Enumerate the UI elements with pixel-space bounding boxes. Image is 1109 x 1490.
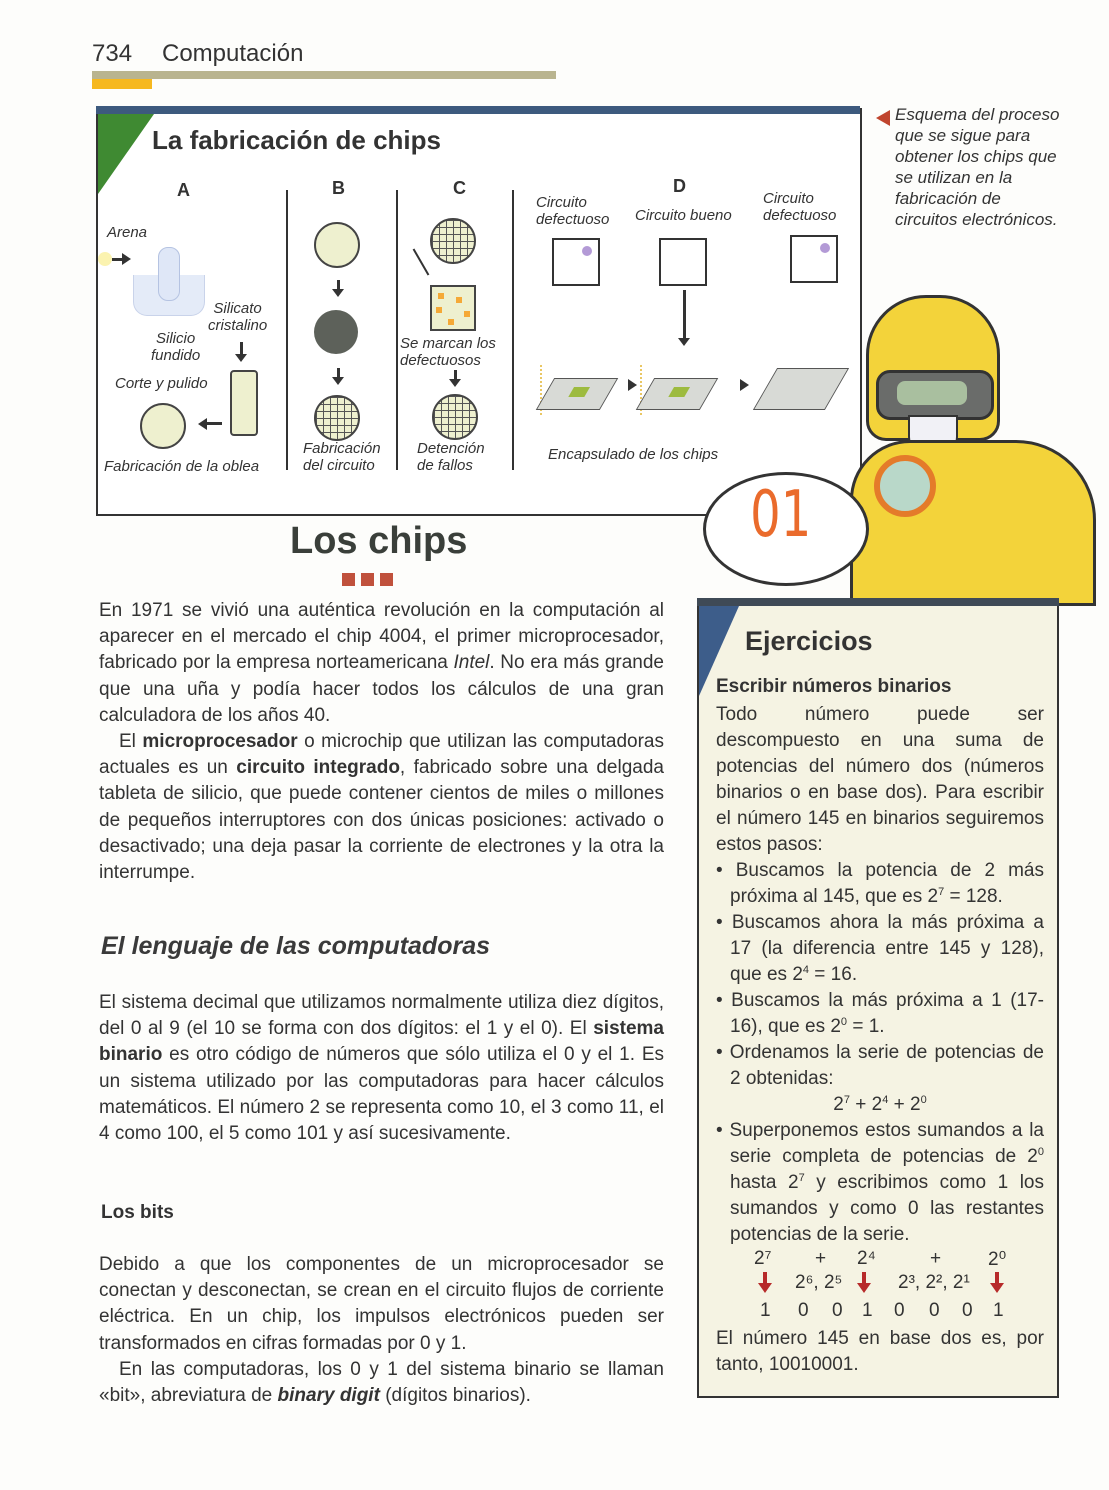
magnified-die-icon <box>430 285 476 331</box>
defective-circuit-square <box>552 238 600 286</box>
label-line: cristalino <box>208 317 268 334</box>
arrow-right-icon <box>112 258 122 261</box>
paragraph <box>99 990 664 1147</box>
text: En 1971 se vivió una auténtica revolución en la computación al aparecer en el mercado el chip 4004, el primer microprocesador, fabricado por la empresa norteamericana <box>99 600 664 674</box>
exercise-step <box>716 988 1044 1040</box>
exercise-conclusion: El número 145 en base dos es, por tanto, 10010001. <box>716 1328 1044 1375</box>
binary-digit: 0 <box>832 1300 843 1321</box>
column-letter-d: D <box>673 176 686 196</box>
label-arena: Arena <box>107 224 148 241</box>
text: (dígitos binarios). <box>379 1385 531 1407</box>
title-ornament <box>380 573 393 586</box>
arrow-down-icon <box>454 370 457 379</box>
arrow-down-icon <box>235 354 247 362</box>
binary-digit: 0 <box>962 1300 973 1321</box>
lenguaje-body-text <box>99 990 664 1147</box>
red-arrow-down-icon <box>990 1283 1004 1293</box>
binary-digit: 1 <box>993 1300 1004 1321</box>
exponent: 4 <box>802 964 810 976</box>
label-silicato-cristalino <box>208 300 267 334</box>
label-line: defectuoso <box>536 211 610 228</box>
figure-title: La fabricación de chips <box>152 125 441 155</box>
text: = 16. <box>809 964 858 985</box>
magnifying-glass-icon <box>874 455 936 517</box>
arrow-left-icon <box>207 422 222 425</box>
text: = 1. <box>847 1016 885 1037</box>
label-se-marcan <box>400 335 496 369</box>
binary-digit: 0 <box>894 1300 905 1321</box>
exercises-subtitle: Escribir números binarios <box>716 676 952 697</box>
exponent: 4 <box>882 1094 889 1106</box>
red-arrow-down-icon <box>857 1283 871 1293</box>
goggles-icon <box>876 370 994 420</box>
table-top-term: 2⁷ <box>754 1248 772 1269</box>
exercises-title: Ejercicios <box>745 626 873 656</box>
plus: + <box>849 1094 872 1115</box>
label-line: defectuoso <box>763 207 837 224</box>
table-plus: + <box>930 1248 942 1269</box>
binary-digit: 1 <box>760 1300 771 1321</box>
figure-corner-triangle <box>98 114 154 194</box>
main-title: Los chips <box>290 520 468 562</box>
label-line: defectuosos <box>400 352 481 369</box>
text: • Buscamos la más próxima a 1 (17-16), que es 2 <box>716 990 1044 1037</box>
exponent: 0 <box>920 1094 927 1106</box>
table-middle-terms: 2³, 2², 2¹ <box>898 1272 970 1293</box>
column-divider <box>286 190 288 470</box>
crystal-ingot-icon <box>230 370 258 436</box>
label-line: Fabricación <box>303 440 381 457</box>
wafer-icon <box>140 403 186 449</box>
exponent: 7 <box>843 1094 850 1106</box>
text: es otro código de números que sólo utiliza el 0 y el 1. Es un sistema utilizado por las computadoras para hacer cálculos matemáticos. El número 2 se representa como 10, el 3 como 11, el 4 como 100, el 5 como 101 y así sucesivamente. <box>99 1044 664 1145</box>
table-plus: + <box>815 1248 827 1269</box>
exercise-step <box>716 858 1044 910</box>
text: En las computadoras, los 0 y 1 del sistema binario se llaman «bit», abreviatura de <box>99 1358 664 1407</box>
label-circuito-bueno: Circuito bueno <box>635 207 732 224</box>
base: 2 <box>833 1094 844 1115</box>
label-line: fundido <box>151 347 201 364</box>
blank-wafer-icon <box>314 222 360 268</box>
term-circuito-integrado: circuito integrado <box>236 757 400 779</box>
column-letter-b: B <box>332 178 345 198</box>
circuit-wafer-icon <box>314 395 360 441</box>
table-middle-terms: 2⁶, 2⁵ <box>795 1272 843 1293</box>
base: 2 <box>871 1094 883 1115</box>
exponent: 0 <box>840 1016 848 1028</box>
exercise-step <box>716 910 1044 988</box>
binary-digit: 1 <box>862 1300 873 1321</box>
text: , fabricado sobre una delgada tableta de silicio, que puede contener cientos de miles o millones de pequeños interruptores con dos únicas posiciones: activado o desactivado; una deja pasar la corriente de electrones y la otra la interrumpe. <box>99 757 664 884</box>
exercise-step <box>716 1118 1044 1248</box>
sand-icon <box>98 252 112 266</box>
arrow-left-icon <box>198 418 207 430</box>
title-ornament <box>361 573 374 586</box>
power-series <box>716 1092 1044 1118</box>
defect-dot <box>820 243 830 253</box>
table-top-term: 2⁴ <box>857 1248 876 1269</box>
paragraph <box>99 1357 664 1409</box>
arrow-right-icon <box>122 253 131 265</box>
label-line: Circuito <box>763 190 814 207</box>
section-title-lenguaje: El lenguaje de las computadoras <box>101 932 491 960</box>
label-line: de fallos <box>417 457 473 474</box>
term-binary-digit: binary digit <box>277 1385 380 1407</box>
silicon-rod-icon <box>158 247 180 301</box>
good-circuit-square <box>659 238 707 286</box>
header-rule <box>92 71 556 79</box>
tested-wafer-icon <box>432 394 478 440</box>
table-top-term: 2⁰ <box>988 1249 1007 1270</box>
column-divider <box>512 190 514 470</box>
text: = 128. <box>944 886 1003 907</box>
paragraph: Debido a que los componentes de un microprocesador se conectan y desconectan, se crean en el circuito flujos de corriente eléctrica. En un chip, los impulsos electrónicos pueden ser transformados en cifras formadas por 0 y 1. <box>99 1254 664 1354</box>
section-title-bits: Los bits <box>101 1202 174 1223</box>
label-corte-pulido: Corte y pulido <box>115 375 208 392</box>
term-microprocesador: microprocesador <box>142 731 298 753</box>
label-line: Silicato <box>213 300 262 317</box>
arrow-down-icon <box>332 377 344 385</box>
caption-encapsulado: Encapsulado de los chips <box>548 446 719 463</box>
exercises-top-bar <box>697 598 1059 606</box>
caption-pointer-icon <box>876 110 890 126</box>
arrow-down-icon <box>678 338 690 346</box>
figure-top-bar <box>96 106 860 114</box>
text: • Buscamos ahora la más próxima a 17 (la diferencia entre 145 y 128), que es 2 <box>716 912 1044 985</box>
arrow-down-icon <box>337 368 340 377</box>
exercise-intro: Todo número puede ser descompuesto en una suma de potencias del número dos (números binarios o en base dos). Para escribir el número 145 en binarios seguiremos estos pasos: <box>716 704 1044 855</box>
text: . No era más grande que una uña y podía hacer todos los cálculos de una gran calculadora de los años 40. <box>99 652 664 726</box>
base: 2 <box>910 1094 921 1115</box>
speech-bubble-text: 01 <box>750 478 812 552</box>
label-circuito-defectuoso-right <box>763 190 836 224</box>
caption-fabricacion-oblea: Fabricación de la oblea <box>104 458 260 475</box>
text: • Buscamos la potencia de 2 más próxima al 145, que es 2 <box>716 860 1044 907</box>
bits-body-text <box>99 1252 664 1409</box>
arrow-down-icon <box>683 290 686 338</box>
column-letter-a: A <box>177 180 190 200</box>
arrow-right-icon <box>628 379 637 391</box>
label-line: Detención <box>417 440 485 457</box>
text: hasta 2 <box>730 1172 799 1193</box>
arrow-down-icon <box>449 379 461 387</box>
exercises-body <box>716 702 1044 1248</box>
plus: + <box>888 1094 910 1115</box>
exercise-step: • Ordenamos la serie de potencias de 2 obtenidas: <box>716 1042 1044 1089</box>
figure-side-caption: Esquema del proceso que se sigue para obtener los chips que se utilizan en la fabricación de circuitos electrónicos. <box>895 105 1060 229</box>
arrow-down-icon <box>337 280 340 289</box>
arrow-down-icon <box>332 289 344 297</box>
label-line: Se marcan los <box>400 335 496 352</box>
arrow-down-icon <box>240 342 243 354</box>
text: o microchip que utilizan las computadoras actuales es un <box>99 731 664 779</box>
header-accent <box>92 79 152 89</box>
circuit-wafer-icon <box>430 218 476 264</box>
exponent: 7 <box>798 1172 805 1184</box>
section-title: Computación <box>162 40 304 67</box>
label-line: del circuito <box>303 457 375 474</box>
paragraph <box>99 729 664 886</box>
brand-intel: Intel <box>453 652 490 674</box>
binary-digit: 0 <box>798 1300 809 1321</box>
text: y escribimos como 1 los sumandos y como 0 las restantes potencias de la serie. <box>730 1172 1045 1245</box>
term-sistema-binario: sistema binario <box>99 1018 664 1066</box>
label-line: Silicio <box>156 330 196 347</box>
defect-dot <box>582 246 592 256</box>
page-number: 734 <box>92 40 133 67</box>
coated-wafer-icon <box>314 310 358 354</box>
red-arrow-down-icon <box>758 1283 772 1293</box>
text: El sistema decimal que utilizamos normalmente utiliza diez dígitos, del 0 al 9 (el 10 se forma con dos dígitos: el 1 y el 0). El <box>99 992 664 1040</box>
exponent: 0 <box>1037 1146 1044 1158</box>
text: • Superponemos estos sumandos a la serie completa de potencias de 2 <box>716 1120 1044 1167</box>
defective-circuit-square <box>790 235 838 283</box>
chips-body-text <box>99 598 664 886</box>
caption-detencion-fallos <box>417 440 485 474</box>
label-line: Circuito <box>536 194 587 211</box>
caption-fabricacion-circuito <box>303 440 381 474</box>
label-silicio-fundido <box>151 330 200 364</box>
binary-digit: 0 <box>929 1300 940 1321</box>
title-ornament <box>342 573 355 586</box>
column-letter-c: C <box>453 178 466 198</box>
text: El <box>119 731 143 753</box>
column-divider <box>396 190 398 470</box>
label-circuito-defectuoso-left <box>536 194 609 228</box>
exponent: 7 <box>938 886 945 898</box>
arrow-right-icon <box>740 379 749 391</box>
paragraph <box>99 598 664 729</box>
